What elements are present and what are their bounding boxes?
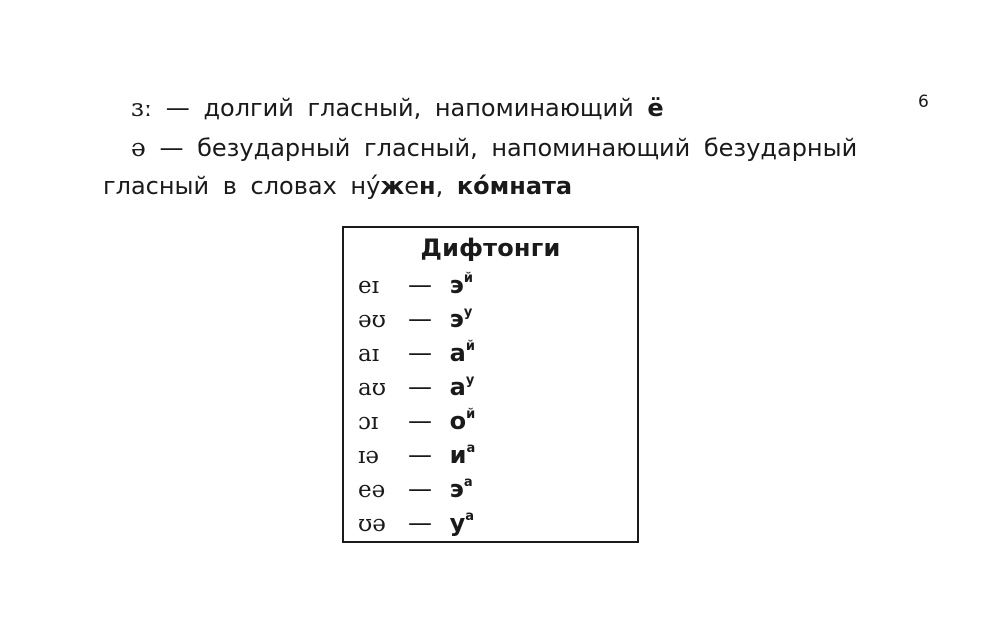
dash: —	[408, 271, 432, 299]
vowel-line-schwa-continued	[103, 168, 572, 204]
table-row	[358, 339, 475, 373]
ipa-symbol: ɜː	[131, 93, 153, 122]
ipa-symbol: eɪ	[358, 273, 379, 299]
russian-letter: а	[449, 373, 466, 401]
dash: —	[408, 373, 432, 401]
ipa-symbol: əʊ	[358, 307, 386, 333]
superscript-letter: у	[465, 373, 475, 388]
table-row	[358, 509, 474, 543]
example-word-part: ко́мн	[456, 172, 526, 200]
description-text: гласный в словах	[103, 172, 351, 200]
example-word-part: н	[418, 172, 436, 200]
ipa-symbol: ɔɪ	[358, 409, 379, 435]
table-row	[358, 373, 474, 407]
comma: ,	[435, 172, 457, 200]
vowel-line-schwa	[131, 130, 857, 166]
superscript-letter: а	[463, 475, 473, 490]
description-text: долгий гласный, напоминающий	[203, 94, 648, 122]
dash: —	[408, 509, 432, 537]
example-word-part: а	[555, 172, 573, 200]
ipa-symbol: aʊ	[358, 375, 386, 401]
example-word-part: ат	[525, 172, 556, 200]
page-number: 6	[918, 92, 929, 112]
superscript-letter: а	[466, 441, 476, 456]
superscript-letter: й	[463, 271, 473, 286]
example-word-part: ну́	[350, 172, 381, 200]
ipa-symbol: ɪə	[358, 443, 379, 469]
ipa-symbol: aɪ	[358, 341, 380, 367]
russian-letter: а	[449, 339, 466, 367]
table-row	[358, 305, 472, 339]
superscript-letter: а	[465, 509, 475, 524]
russian-letter: у	[449, 509, 466, 537]
ipa-symbol: ə	[131, 133, 146, 162]
example-word-part: е	[404, 172, 419, 200]
description-text: безударный гласный, напоминающий безударный	[197, 134, 858, 162]
dash: —	[408, 475, 432, 503]
superscript-letter: й	[465, 339, 475, 354]
russian-letter: и	[449, 441, 467, 469]
dash: —	[159, 134, 184, 162]
russian-letter: э	[449, 271, 464, 299]
table-row	[358, 441, 475, 475]
table-row	[358, 407, 475, 441]
russian-letter: о	[449, 407, 467, 435]
russian-letter: э	[449, 475, 464, 503]
superscript-letter: у	[463, 305, 473, 320]
dash: —	[408, 305, 432, 333]
table-row	[358, 475, 473, 509]
dash: —	[408, 339, 432, 367]
table-title: Дифтонги	[420, 234, 561, 262]
diphthongs-table	[342, 226, 639, 543]
dash: —	[408, 407, 432, 435]
vowel-line-long-er	[131, 90, 664, 126]
russian-letter: э	[449, 305, 464, 333]
example-word-part: ж	[380, 172, 405, 200]
dash: —	[408, 441, 432, 469]
ipa-symbol: ʊə	[358, 511, 386, 537]
bold-letter: ё	[647, 94, 664, 122]
superscript-letter: й	[466, 407, 476, 422]
dash: —	[165, 94, 190, 122]
table-row	[358, 271, 473, 305]
ipa-symbol: eə	[358, 477, 386, 503]
